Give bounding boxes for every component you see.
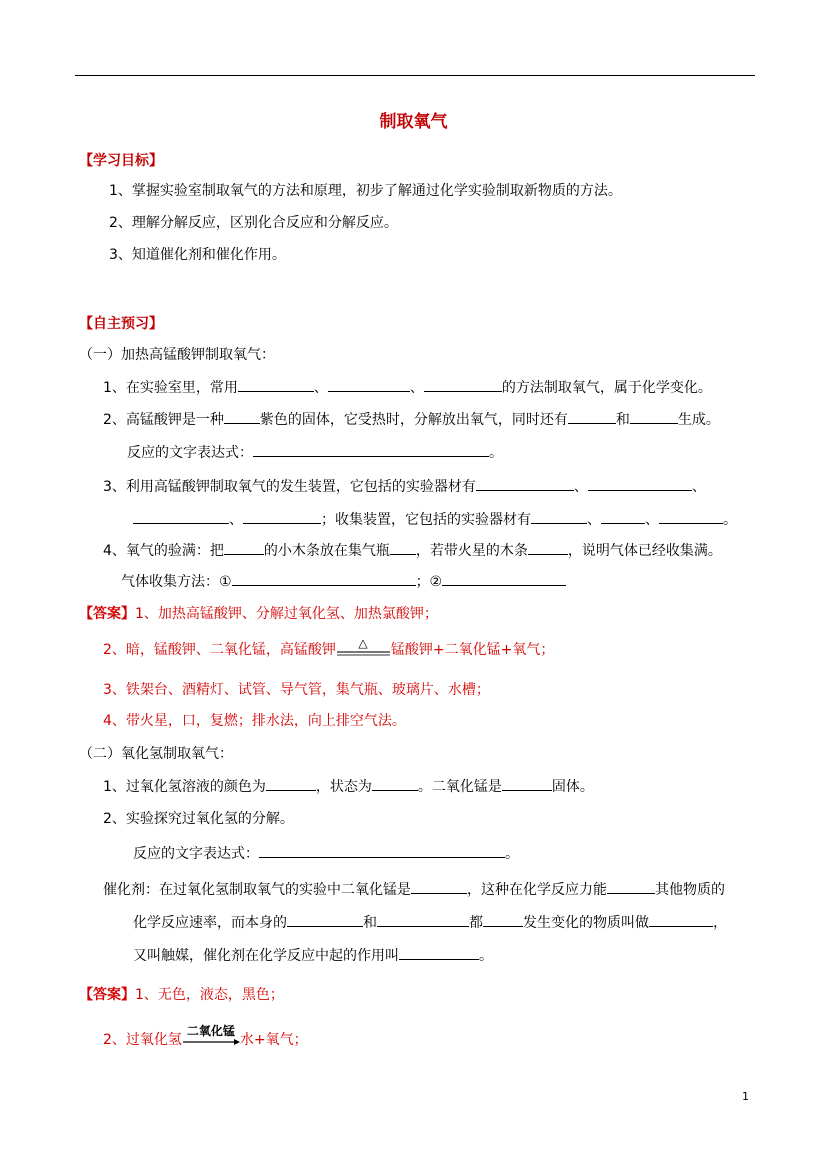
q3-period: 。 [723, 512, 737, 528]
q2-text-b: 紫色的固体，它受热时，分解放出氧气，同时还有 [259, 412, 568, 428]
q4-text-c: ，若带火星的木条 [415, 543, 528, 559]
p2-period: 。 [505, 846, 519, 862]
q2-text-a: 2、高锰酸钾是一种 [103, 412, 224, 428]
q4-blank-5[interactable] [442, 571, 566, 586]
catalyst-line-1 [103, 879, 725, 900]
catalyst-line-3 [133, 945, 493, 966]
q3-text-a: 3、利用高锰酸钾制取氧气的发生装置，它包括的实验器材有 [103, 479, 476, 495]
part1-q2 [103, 409, 720, 430]
page-title: 制取氧气 [379, 112, 448, 132]
catalyst-line-2 [133, 912, 727, 933]
q1-blank-1[interactable] [238, 377, 314, 392]
q1-blank-2[interactable] [328, 377, 410, 392]
q2-period: 。 [489, 445, 503, 461]
page-number: 1 [742, 1090, 749, 1103]
part2-q2-equation [133, 843, 519, 864]
heat-symbol: △ [358, 640, 368, 650]
part1-answer-1 [79, 604, 438, 624]
q4-text-d: ，说明气体已经收集满。 [567, 543, 722, 559]
q2-blank-1[interactable] [224, 409, 260, 424]
cat1-text-a: 催化剂：在过氧化氢制取氧气的实验中二氧化锰是 [103, 882, 411, 898]
goals-heading: 【学习目标】 [79, 153, 163, 169]
cat3-text-a: 又叫触媒，催化剂在化学反应中起的作用叫 [133, 948, 399, 964]
part2-q2: 2、实验探究过氧化氢的分解。 [103, 811, 294, 827]
part2-answer-label: 【答案】 [79, 987, 135, 1003]
cat2-blank-4[interactable] [649, 912, 713, 927]
catalyst-condition: 二氧化锰 [186, 1024, 235, 1038]
header-rule [75, 75, 755, 76]
cat2-blank-3[interactable] [483, 912, 523, 927]
part1-title: （一）加热高锰酸钾制取氧气： [79, 347, 275, 363]
goal-item-2: 2、理解分解反应，区别化合反应和分解反应。 [109, 215, 398, 231]
part2-ans1: 1、无色，液态，黑色； [135, 987, 284, 1003]
q3-blank-7[interactable] [659, 509, 723, 524]
q3-text-b: ；收集装置，它包括的实验器材有 [321, 512, 531, 528]
p2-equation-label: 反应的文字表达式： [133, 846, 259, 862]
q1-text-a: 1、在实验室里，常用 [103, 380, 238, 396]
q1-sep-1: 、 [313, 380, 328, 396]
q3-blank-6[interactable] [601, 509, 645, 524]
part2-q1 [103, 776, 594, 797]
q4-text-a: 4、氧气的验满：把 [103, 543, 224, 559]
part2-title: （二）氧化氢制取氧气： [79, 746, 233, 762]
q4-blank-4[interactable] [232, 571, 416, 586]
q3-sep-4: 、 [587, 512, 601, 528]
part1-answer-2 [103, 640, 554, 660]
part1-q1 [103, 377, 712, 398]
part1-q4-collect [121, 571, 566, 592]
q2-blank-3[interactable] [630, 409, 678, 424]
part1-ans2b: 锰酸钾+二氧化锰+氧气； [390, 642, 555, 658]
part2-ans2b: 水+氧气； [239, 1032, 308, 1048]
cat2-text-b: 和 [363, 915, 377, 931]
heat-arrow [336, 640, 391, 660]
q3-sep-2: 、 [691, 479, 706, 495]
p2-q1-blank-2[interactable] [372, 776, 418, 791]
cat2-text-e: ， [713, 915, 727, 931]
cat1-blank-1[interactable] [411, 879, 467, 894]
q4-text-f: ；② [415, 574, 443, 590]
goal-item-3: 3、知道催化剂和催化作用。 [109, 247, 286, 263]
q3-blank-2[interactable] [588, 476, 692, 491]
q3-blank-1[interactable] [476, 476, 574, 491]
q1-text-b: 的方法制取氧气，属于化学变化。 [501, 380, 712, 396]
cat2-blank-2[interactable] [377, 912, 469, 927]
q3-blank-3[interactable] [133, 509, 229, 524]
part2-answer-1 [79, 985, 284, 1005]
q4-text-b: 的小木条放在集气瓶 [263, 543, 390, 559]
q3-blank-5[interactable] [531, 509, 587, 524]
cat3-text-b: 。 [479, 948, 493, 964]
q3-blank-4[interactable] [243, 509, 321, 524]
q4-blank-3[interactable] [528, 540, 568, 555]
cat1-blank-2[interactable] [607, 879, 655, 894]
part2-ans2a: 2、过氧化氢 [103, 1032, 182, 1048]
cat1-text-b: ，这种在化学反应力能 [467, 882, 607, 898]
part1-ans1: 1、加热高锰酸钾、分解过氧化氢、加热氯酸钾； [135, 606, 438, 622]
cat3-blank-1[interactable] [399, 945, 479, 960]
q2-text-c: 和 [615, 412, 630, 428]
q4-text-e: 气体收集方法：① [121, 574, 232, 590]
q1-sep-2: 、 [409, 380, 424, 396]
cat2-text-d: 发生变化的物质叫做 [523, 915, 649, 931]
q2-text-d: 生成。 [677, 412, 720, 428]
q3-sep-1: 、 [573, 479, 588, 495]
part1-q2-equation [127, 442, 503, 463]
q1-blank-3[interactable] [424, 377, 502, 392]
part1-q3-cont [133, 509, 737, 530]
p2-q1-blank-3[interactable] [502, 776, 552, 791]
q4-blank-1[interactable] [224, 540, 264, 555]
p2-q1-blank-1[interactable] [266, 776, 316, 791]
q3-sep-3: 、 [229, 512, 243, 528]
q4-blank-2[interactable] [390, 540, 416, 555]
q2-blank-2[interactable] [568, 409, 616, 424]
p2-q1-text-d: 固体。 [551, 779, 594, 795]
cat2-text-c: 都 [469, 915, 483, 931]
q2-equation-label: 反应的文字表达式： [127, 445, 253, 461]
catalyst-arrow [182, 1024, 240, 1050]
q3-sep-5: 、 [645, 512, 659, 528]
p2-equation-blank[interactable] [259, 843, 505, 858]
cat2-text-a: 化学反应速率，而本身的 [133, 915, 287, 931]
part1-q4 [103, 540, 722, 561]
part1-q3 [103, 476, 706, 497]
part1-answer-label: 【答案】 [79, 606, 135, 622]
part1-answer-4: 4、带火星，口，复燃；排水法，向上排空气法。 [103, 713, 406, 729]
p2-q1-text-a: 1、过氧化氢溶液的颜色为 [103, 779, 266, 795]
part1-ans2a: 2、暗，锰酸钾、二氧化锰，高锰酸钾 [103, 642, 336, 658]
q2-equation-blank[interactable] [253, 442, 489, 457]
p2-q1-text-b: ，状态为 [315, 779, 372, 795]
part2-answer-2 [103, 1024, 308, 1050]
p2-q1-text-c: 。二氧化锰是 [417, 779, 502, 795]
goal-item-1: 1、掌握实验室制取氧气的方法和原理，初步了解通过化学实验制取新物质的方法。 [109, 183, 622, 199]
part1-answer-3: 3、铁架台、酒精灯、试管、导气管，集气瓶、玻璃片、水槽； [103, 682, 490, 698]
preview-heading: 【自主预习】 [79, 316, 163, 332]
cat2-blank-1[interactable] [287, 912, 363, 927]
cat1-text-c: 其他物质的 [655, 882, 725, 898]
